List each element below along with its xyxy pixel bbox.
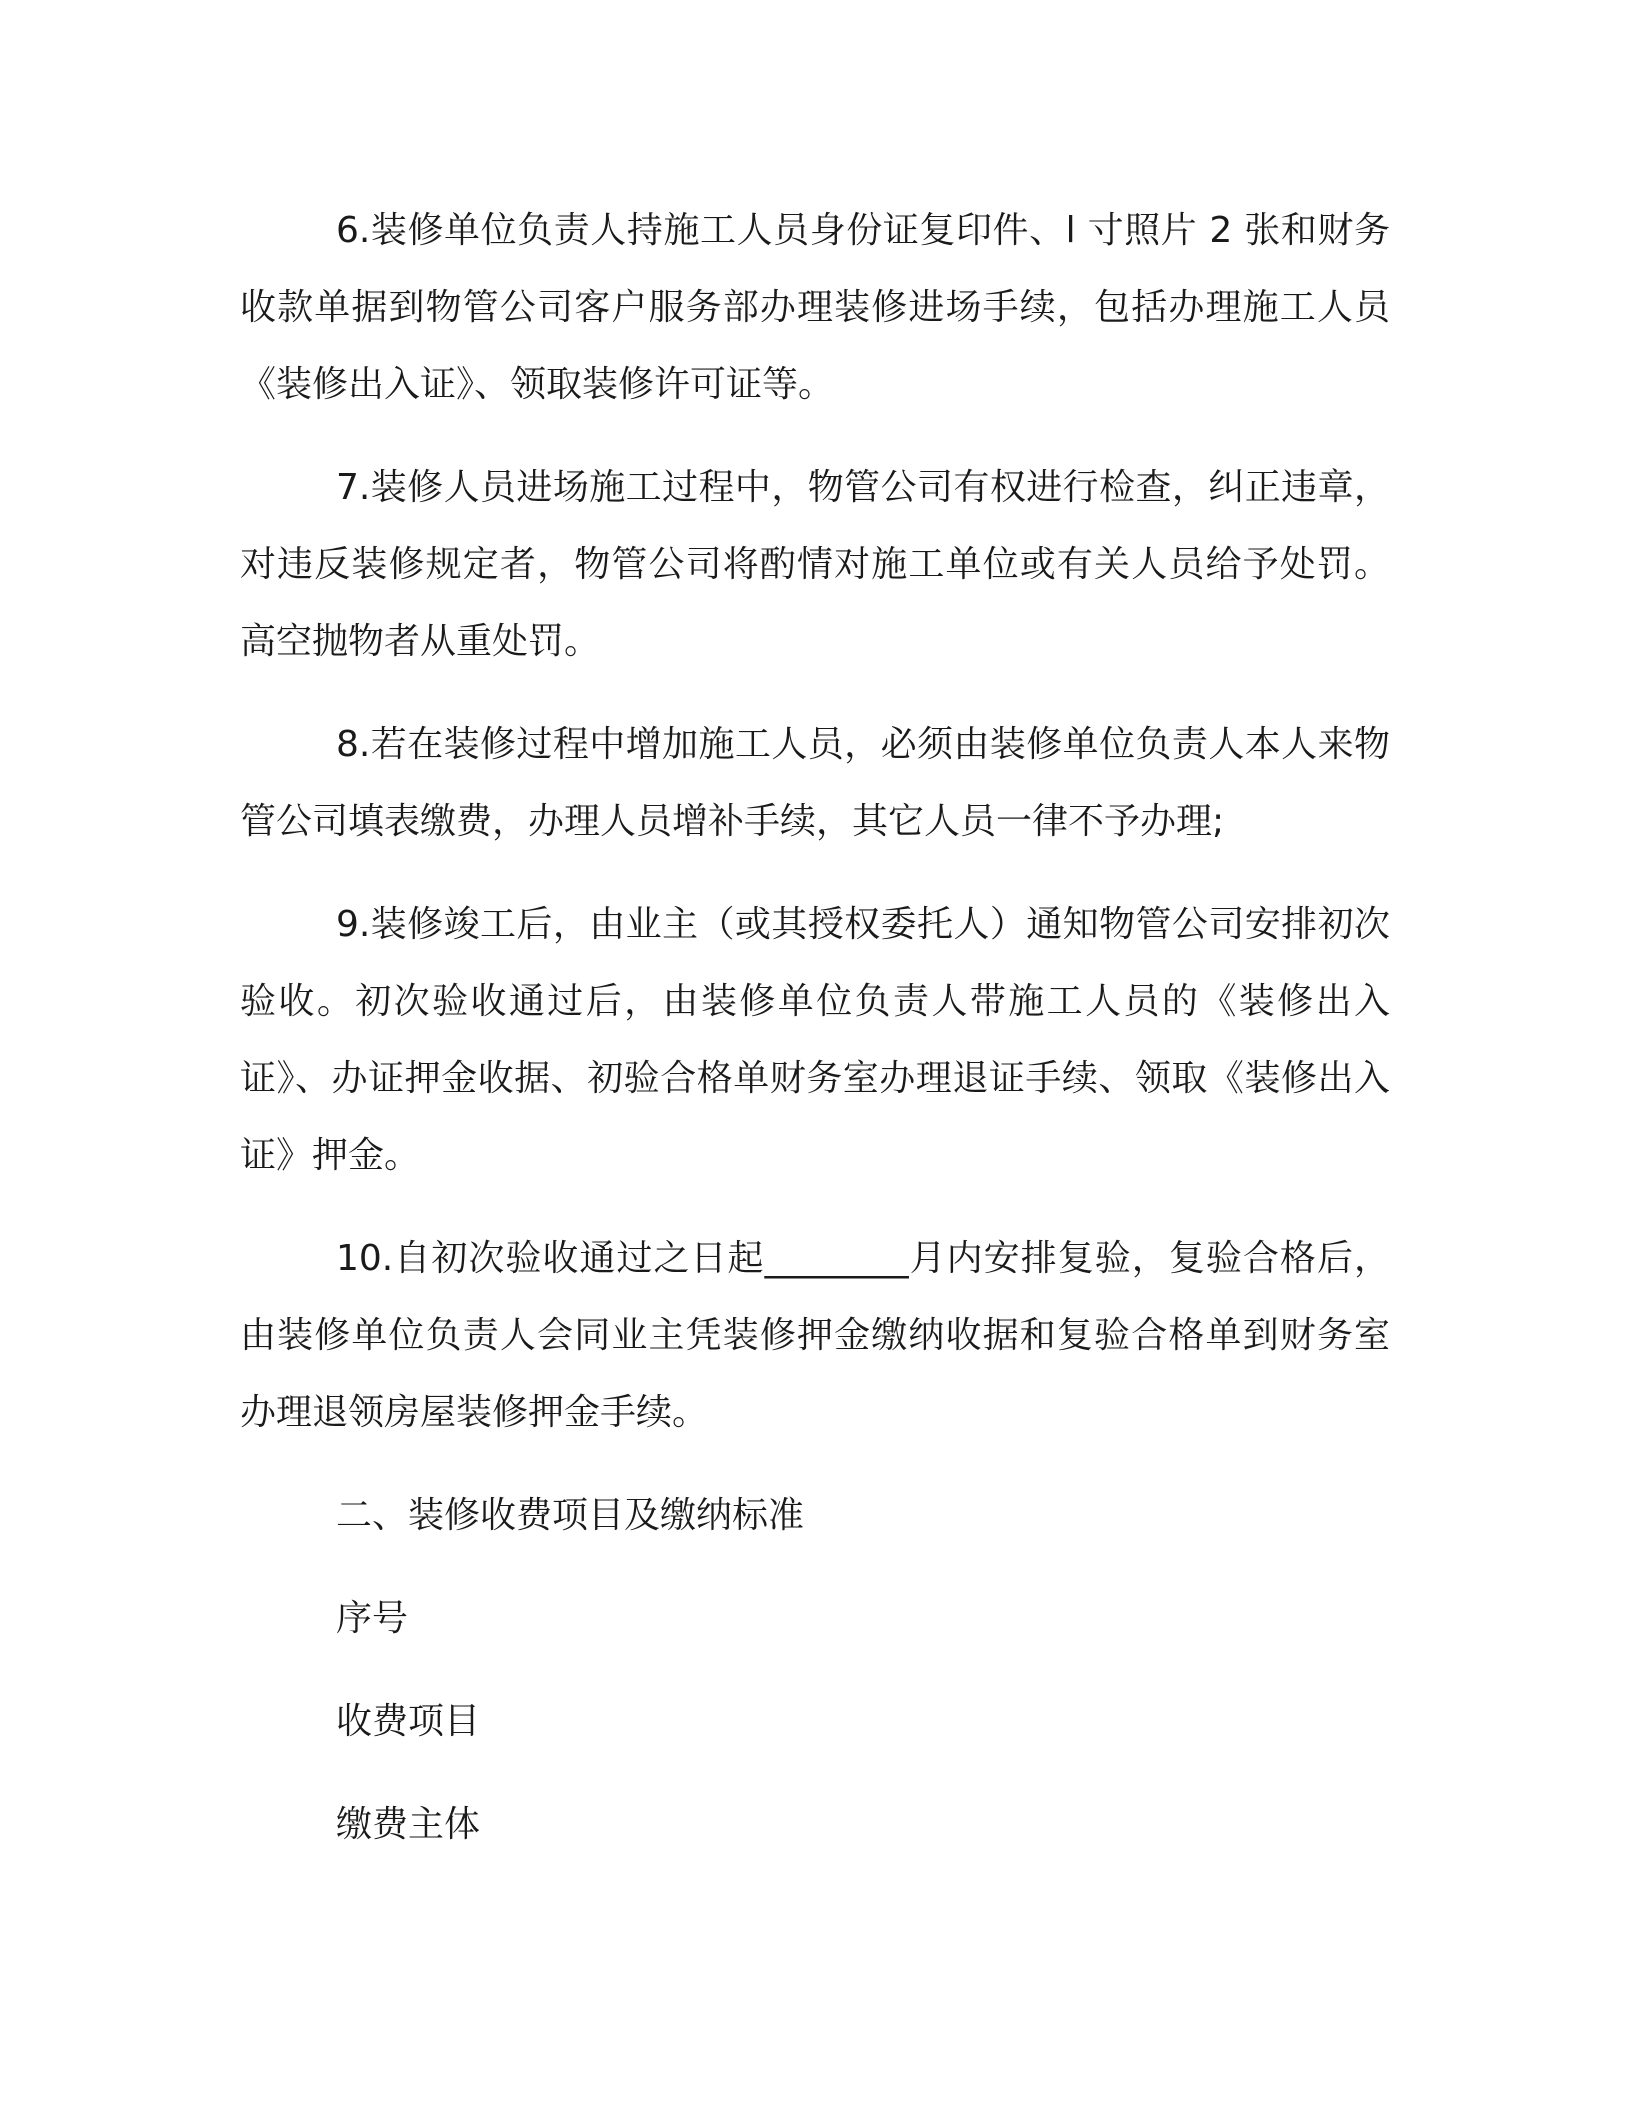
table-header-payer: 缴费主体 [336, 1804, 481, 1845]
section-heading: 二、装修收费项目及缴纳标准 [336, 1495, 805, 1536]
paragraph-10: 10.自初次验收通过之日起________月内安排复验，复验合格后，由装修单位负责人会同业主凭装修押金缴纳收据和复验合格单到财务室办理退领房屋装修押金手续。 [240, 1238, 1390, 1433]
table-header-item: 收费项目 [336, 1701, 481, 1742]
paragraph-8: 8.若在装修过程中增加施工人员，必须由装修单位负责人本人来物管公司填表缴费，办理人员增补手续，其它人员一律不予办理; [240, 724, 1390, 842]
paragraph-9: 9.装修竣工后，由业主（或其授权委托人）通知物管公司安排初次验收。初次验收通过后，由装修单位负责人带施工人员的《装修出入证》、办证押金收据、初验合格单财务室办理退证手续、领取《装修出入证》押金。 [240, 904, 1390, 1176]
table-header-index: 序号 [336, 1598, 409, 1639]
paragraph-7: 7.装修人员进场施工过程中，物管公司有权进行检查，纠正违章，对违反装修规定者，物管公司将酌情对施工单位或有关人员给予处罚。高空抛物者从重处罚。 [240, 467, 1390, 662]
paragraph-6: 6.装修单位负责人持施工人员身份证复印件、l 寸照片 2 张和财务收款单据到物管公司客户服务部办理装修进场手续，包括办理施工人员《装修出入证》、领取装修许可证等。 [240, 210, 1390, 405]
document-body [240, 192, 1390, 1889]
